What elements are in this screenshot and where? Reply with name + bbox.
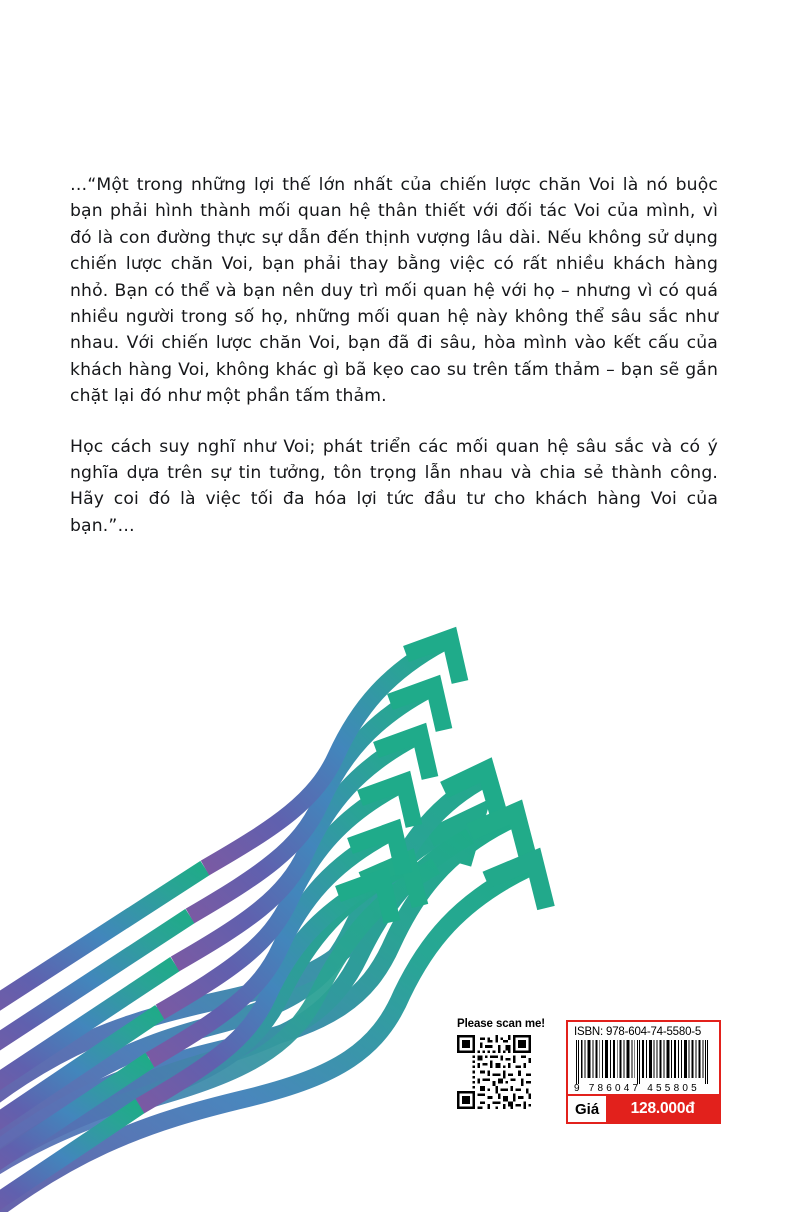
scan-me-label: Please scan me!: [457, 1018, 546, 1030]
price-label: Giá: [575, 1100, 600, 1118]
isbn-price-block: [566, 1020, 721, 1124]
blurb-paragraph-2: Học cách suy nghĩ như Voi; phát triển các mối quan hệ sâu sắc và có ý nghĩa dựa trên sự tin tưởng, tôn trọng lẫn nhau và chia sẻ thành công. Hãy coi đó là việc tối đa hóa lợi tức đầu tư cho khách hàng Voi của bạn.”…: [70, 436, 718, 536]
scan-block: [457, 1018, 567, 1113]
price-value: 128.000đ: [606, 1096, 719, 1122]
price-row: [568, 1094, 719, 1122]
barcode-digits: 9 786047 455805: [574, 1083, 700, 1094]
isbn-text: ISBN: 978-604-74-5580-5: [574, 1026, 702, 1038]
back-cover-blurb: [70, 172, 718, 539]
qr-code[interactable]: [457, 1035, 531, 1109]
barcode-bars: [574, 1040, 713, 1084]
barcode: [574, 1040, 713, 1094]
blurb-paragraph-1: …“Một trong những lợi thế lớn nhất của chiến lược chăn Voi là nó buộc bạn phải hình thành mối quan hệ thân thiết với đối tác Voi của mình, vì đó là con đường thực sự dẫn đến thịnh vượng lâu dài. Nếu không sử dụng chiến lược chăn Voi, bạn phải thay bằng việc có rất nhiều khách hàng nhỏ. Bạn có thể và bạn nên duy trì mối quan hệ với họ – nhưng vì có quá nhiều người trong số họ, những mối quan hệ này không thể sâu sắc như nhau. Với chiến lược chăn Voi, bạn đã đi sâu, hòa mình vào kết cấu của khách hàng Voi, không khác gì bã kẹo cao su trên tấm thảm – bạn sẽ gắn chặt lại đó như một phần tấm thảm.: [70, 175, 718, 407]
